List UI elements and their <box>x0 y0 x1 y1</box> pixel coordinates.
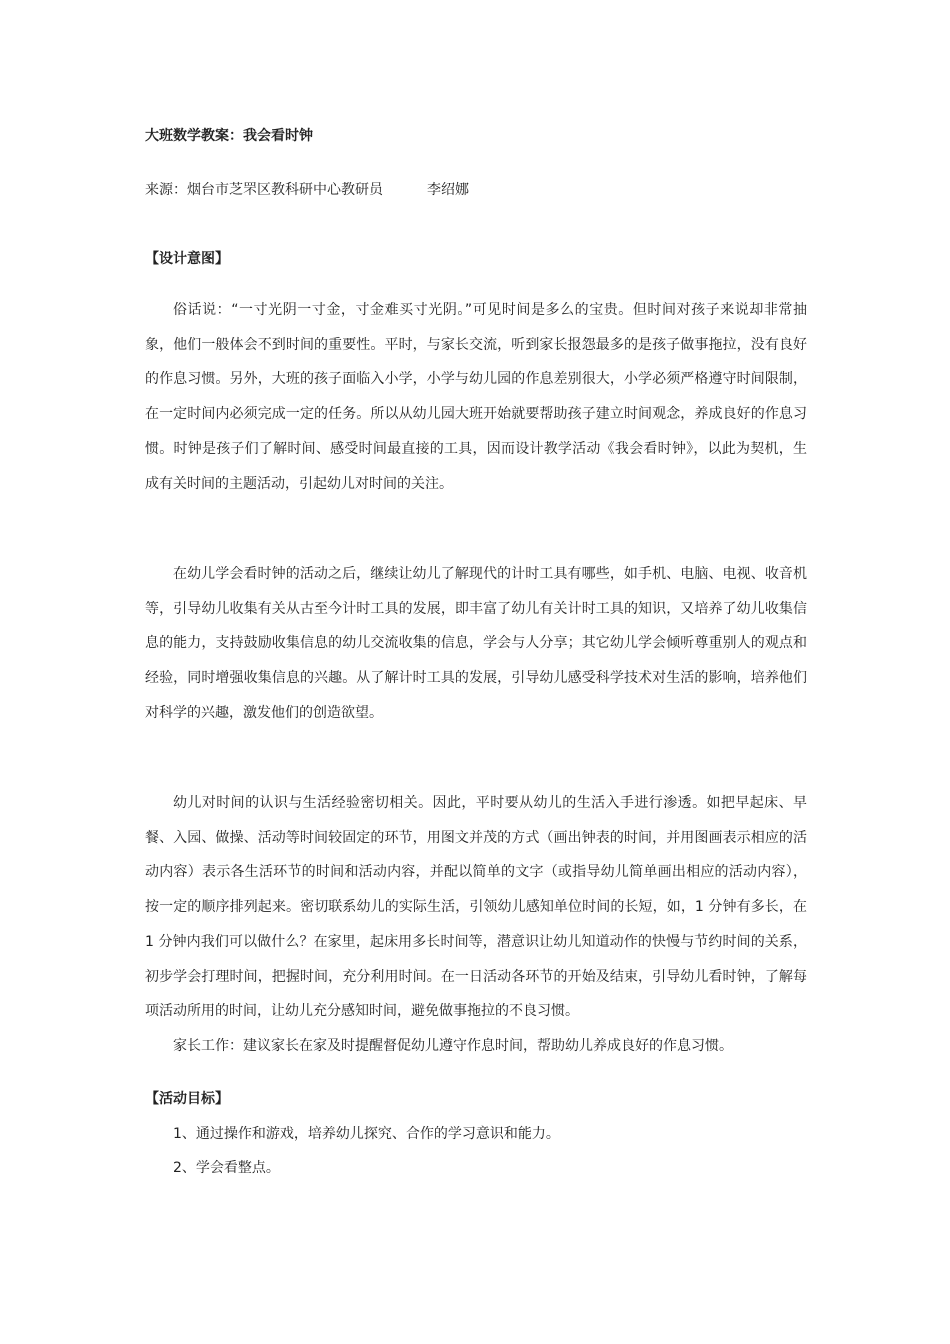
source-line <box>145 180 469 200</box>
design-intent-heading: 【设计意图】 <box>145 251 229 267</box>
source-label: 来源：烟台市芝罘区教科研中心教研员 <box>145 182 383 198</box>
activity-goals-heading: 【活动目标】 <box>145 1091 229 1107</box>
activity-goal-item: 2、学会看整点。 <box>173 1160 280 1176</box>
parent-work-note: 家长工作：建议家长在家及时提醒督促幼儿遵守作息时间，帮助幼儿养成良好的作息习惯。 <box>173 1038 733 1054</box>
design-intent-paragraph: 在幼儿学会看时钟的活动之后，继续让幼儿了解现代的计时工具有哪些，如手机、电脑、电视、收音机等，引导幼儿收集有关从古至今计时工具的发展，即丰富了幼儿有关计时工具的知识，又培养了幼儿收集信息的能力，支持鼓励收集信息的幼儿交流收集的信息，学会与人分享；其它幼儿学会倾听尊重别人的观点和经验，同时增强收集信息的兴趣。从了解计时工具的发展，引导幼儿感受科学技术对生活的影响，培养他们对科学的兴趣，激发他们的创造欲望。 <box>145 566 807 721</box>
activity-goal-item: 1、通过操作和游戏，培养幼儿探究、合作的学习意识和能力。 <box>173 1126 560 1142</box>
design-intent-paragraph: 俗话说：“一寸光阴一寸金，寸金难买寸光阴。”可见时间是多么的宝贵。但时间对孩子来说却非常抽象，他们一般体会不到时间的重要性。平时，与家长交流，听到家长报怨最多的是孩子做事拖拉，没有良好的作息习惯。另外，大班的孩子面临入小学，小学与幼儿园的作息差别很大，小学必须严格遵守时间限制，在一定时间内必须完成一定的任务。所以从幼儿园大班开始就要帮助孩子建立时间观念，养成良好的作息习惯。时钟是孩子们了解时间、感受时间最直接的工具，因而设计教学活动《我会看时钟》，以此为契机，生成有关时间的主题活动，引起幼儿对时间的关注。 <box>145 302 807 492</box>
design-intent-paragraph: 幼儿对时间的认识与生活经验密切相关。因此，平时要从幼儿的生活入手进行渗透。如把早起床、早餐、入园、做操、活动等时间较固定的环节，用图文并茂的方式（画出钟表的时间，并用图画表示相应的活动内容）表示各生活环节的时间和活动内容，并配以简单的文字（或指导幼儿简单画出相应的活动内容），按一定的顺序排列起来。密切联系幼儿的实际生活，引领幼儿感知单位时间的长短，如，1 分钟有多长，在 1 分钟内我们可以做什么？在家里，起床用多长时间等，潜意识让幼儿知道动作的快慢与节约时间的关系，初步学会打理时间，把握时间，充分利用时间。在一日活动各环节的开始及结束，引导幼儿看时钟，了解每项活动所用的时间，让幼儿充分感知时间，避免做事拖拉的不良习惯。 <box>145 795 807 1020</box>
author-name: 李绍娜 <box>427 182 469 198</box>
document-title: 大班数学教案：我会看时钟 <box>145 128 313 144</box>
